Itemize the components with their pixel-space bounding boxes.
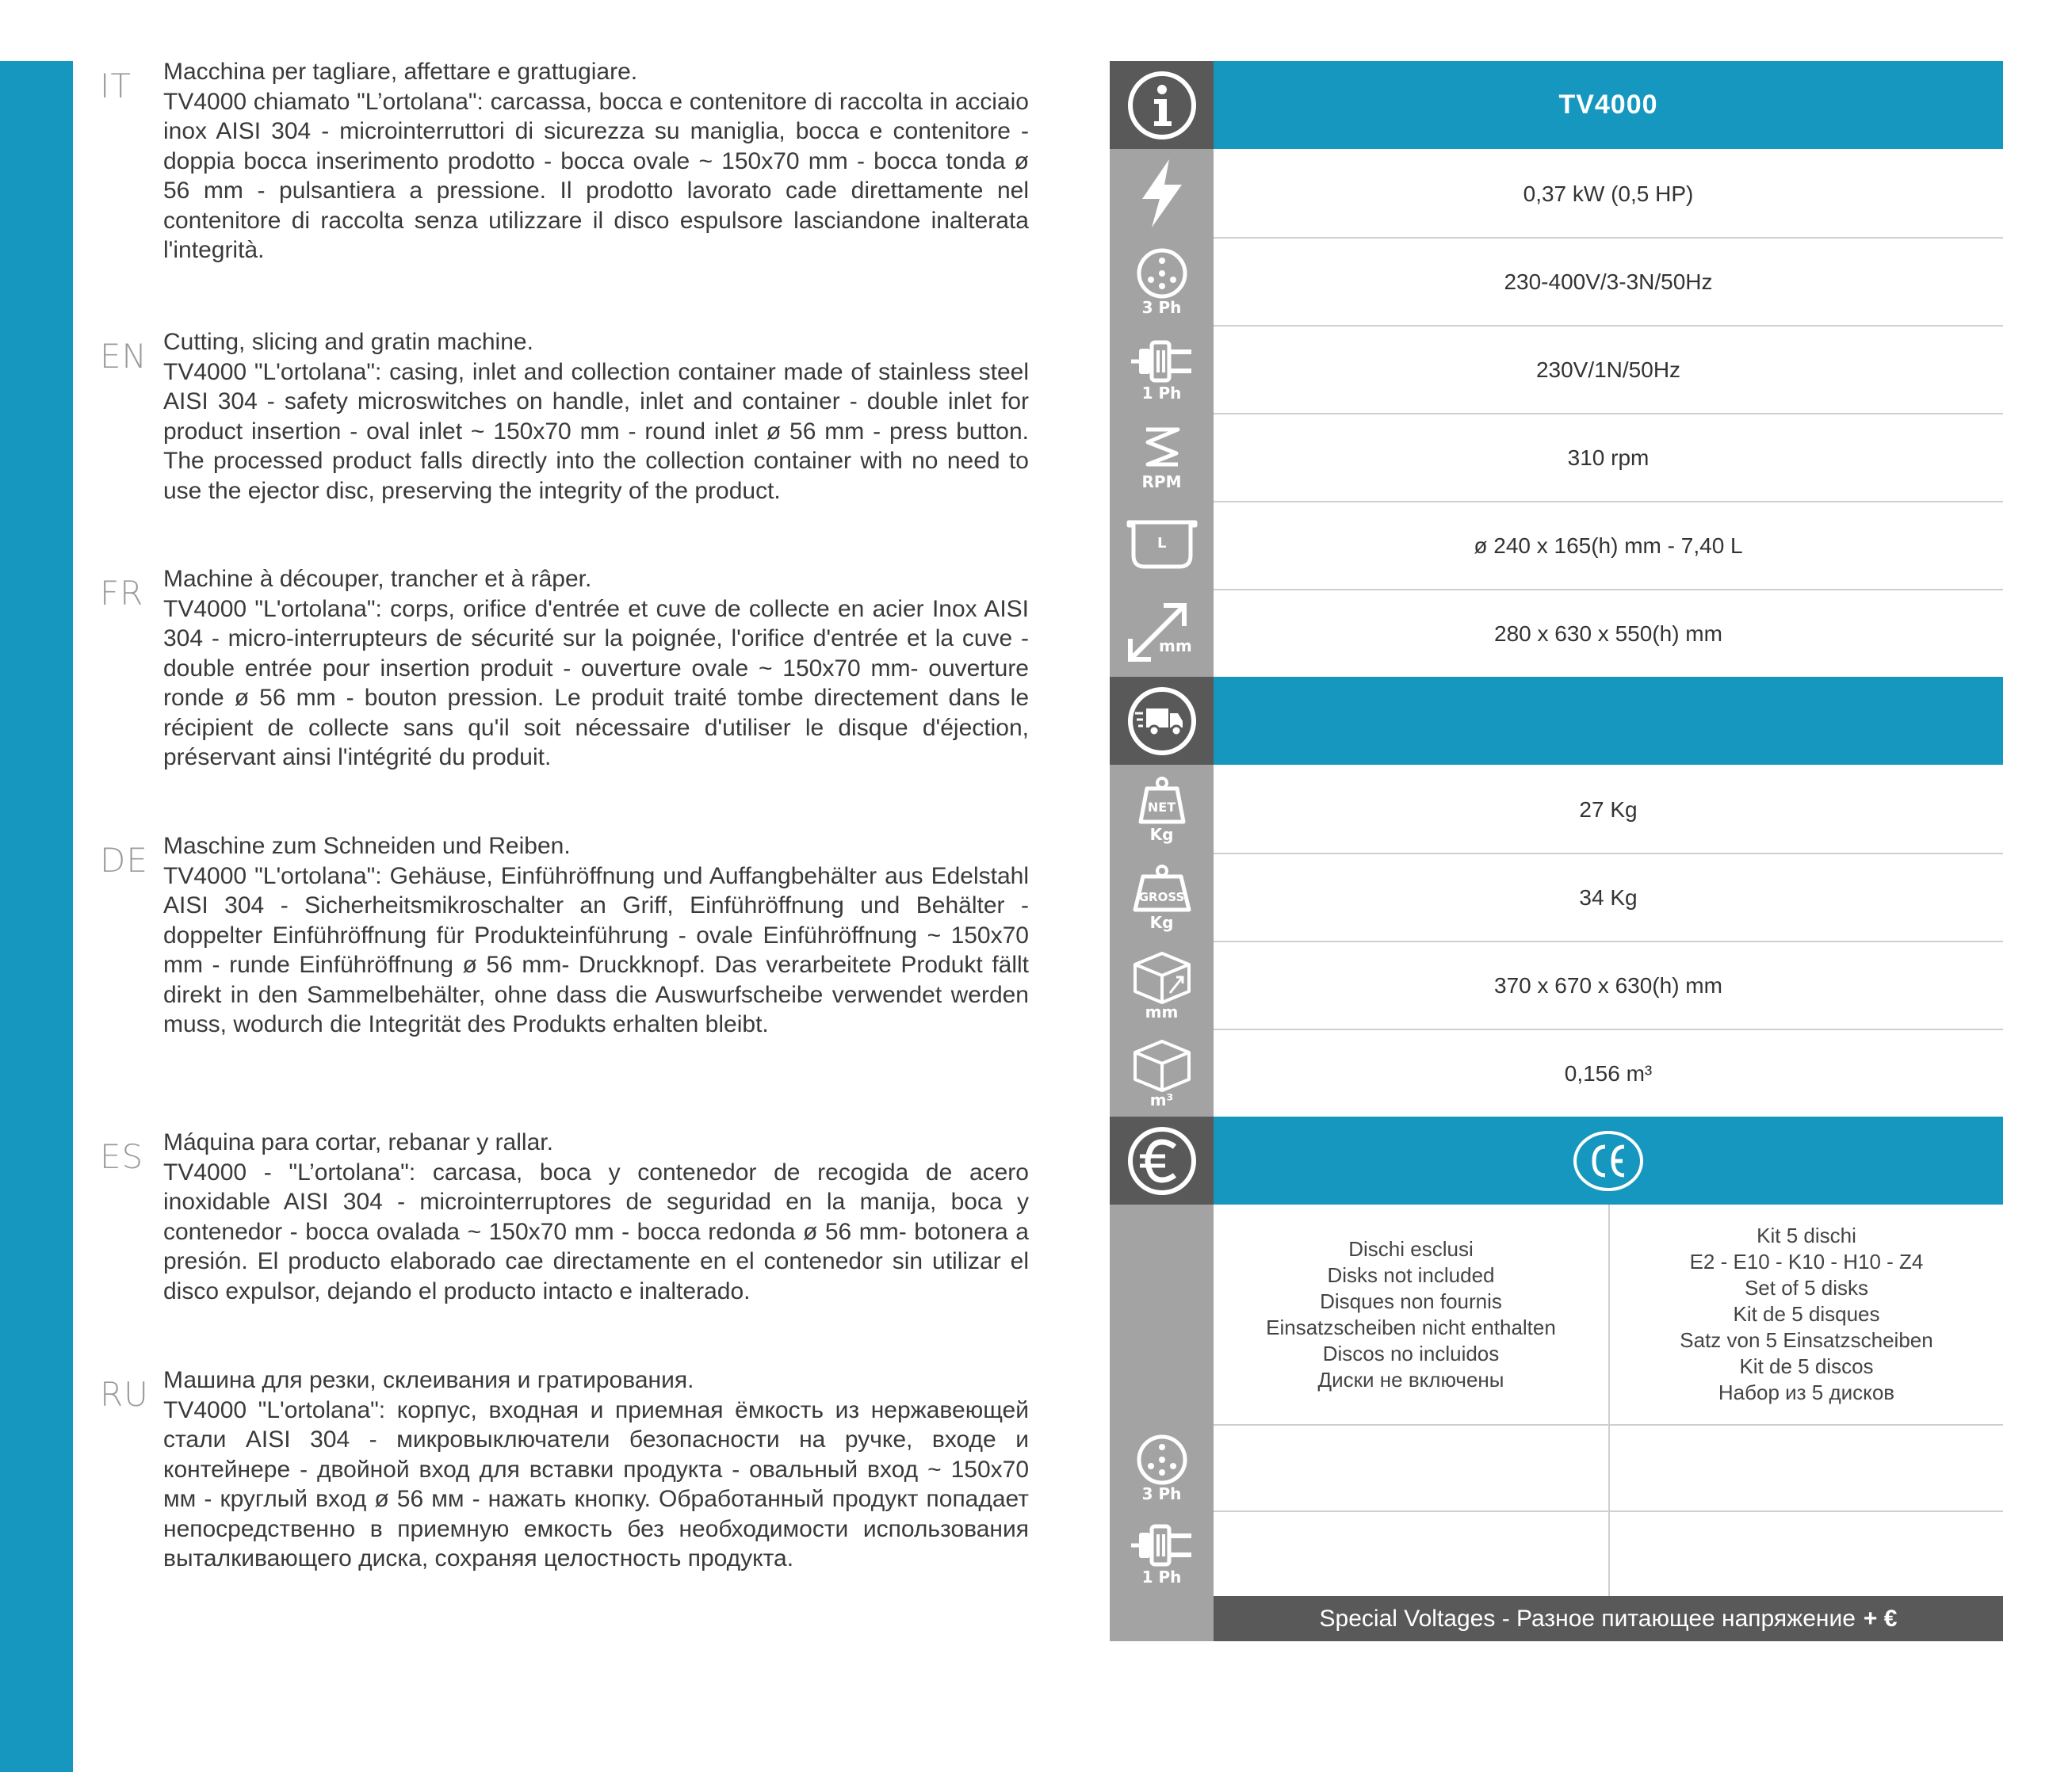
lang-text [163, 1128, 1029, 1306]
box-volume-icon [1110, 1029, 1214, 1117]
discs-kit-line: Set of 5 disks [1744, 1276, 1869, 1300]
lang-body: TV4000 - "L’ortolana": carcasa, boca y contenedor de recogida de acero inoxidable AISI 304 - microinterruptores de seguridad en la manija, boca y contenedor - bocca ovalada ~ 150x70 mm - bocca redonda ø 56 mm- botonera a presión. El producto elaborado cae directamente en el contenedor sin utilizar el disco expulsor, dejando el producto intacto e inalterado. [163, 1159, 1029, 1304]
lang-text [163, 831, 1029, 1040]
row-divider [1214, 1510, 2003, 1512]
ce-mark-icon [1572, 1129, 1645, 1193]
lang-title: Maschine zum Schneiden und Reiben. [163, 833, 571, 859]
discs-excluded-line: Диски не включены [1317, 1367, 1504, 1392]
model-name: TV4000 [1214, 61, 2003, 149]
package-volume-value: 0,156 m³ [1214, 1030, 2003, 1117]
left-accent-bar [0, 61, 73, 1772]
net-caption: NET [1147, 800, 1176, 815]
lang-text [163, 1365, 1029, 1574]
footer-text: Special Voltages - Разное питающее напряжение [1319, 1605, 1856, 1632]
footer-suffix: + € [1863, 1605, 1898, 1632]
truck-icon [1110, 677, 1214, 765]
voltage-3ph-value: 230-400V/3-3N/50Hz [1214, 239, 2003, 325]
discs-kit-line: Набор из 5 дисков [1718, 1381, 1895, 1404]
lang-text [163, 564, 1029, 773]
voltage-1ph-value: 230V/1N/50Hz [1214, 327, 2003, 413]
info-icon [1110, 61, 1214, 149]
discs-kit-line: Kit 5 dischi [1757, 1224, 1856, 1247]
shipping-header [1214, 677, 2003, 765]
three-phase-plug-icon [1110, 1424, 1214, 1510]
lang-text [163, 327, 1029, 506]
discs-excluded [1214, 1205, 1608, 1424]
box-dimensions-icon [1110, 941, 1214, 1029]
gross-caption: GROSS [1138, 890, 1185, 904]
lang-body: TV4000 "L'ortolana": корпус, входная и приемная ёмкость из нержавеющей стали AISI 304 - микровыключатели безопасности на ручке, входе и контейнере - двойной вход для вставки продукта - овальный вход ~ 150x70 мм - круглый вход ø 56 мм - нажать кнопку. Обработанный продукт попадает непосредственно в приемную емкость без необходимости использования выталкивающего диска, сохраняя целостность продукта. [163, 1396, 1029, 1572]
gross-weight-icon [1110, 853, 1214, 941]
single-phase-caption: 1 Ph [1141, 1568, 1182, 1587]
lang-code: IT [100, 67, 132, 105]
lang-title: Máquina para cortar, rebanar y rallar. [163, 1129, 553, 1155]
diagonal-arrow-icon [1110, 589, 1214, 677]
discs-excluded-line: Einsatzscheiben nicht enthalten [1266, 1315, 1556, 1339]
lang-title: Машина для резки, склеивания и гратирования. [163, 1367, 694, 1393]
single-phase-caption: 1 Ph [1141, 383, 1182, 403]
spec-table [1110, 61, 2003, 1641]
three-phase-caption: 3 Ph [1141, 297, 1182, 317]
gross-weight-value: 34 Kg [1214, 854, 2003, 941]
lang-body: TV4000 "L'ortolana": Gehäuse, Einführöffnung und Auffangbehälter aus Edelstahl AISI 304 - Sicherheitsmikroschalter an Griff, Einführöffnung und Behälter - doppelter Einführöffnung für Produkteinführung - ovale Einführöffnung ~ 150x70 mm - runde Einführöffnung ø 56 mm- Druckknopf. Das verarbeitete Produkt fällt direkt in den Sammelbehälter, ohne dass die Auswurfscheibe verwendet werden muss, wodurch die Integrität des Produkts erhalten bleibt. [163, 862, 1029, 1037]
mm-caption: mm [1145, 1002, 1179, 1022]
lang-body: TV4000 "L'ortolana": casing, inlet and collection container made of stainless steel AISI 304 - safety microswitches on handle, inlet and container - double inlet for product insertion - oval inlet ~ 150x70 mm - round inlet ø 56 mm - press button. The processed product falls directly into the collection container with no need to use the ejector disc, preserving the integrity of the product. [163, 358, 1029, 504]
discs-kit-line: Kit de 5 disques [1733, 1302, 1880, 1326]
lang-code: FR [100, 574, 144, 613]
euro-icon [1110, 1117, 1214, 1205]
three-phase-plug-icon [1110, 237, 1214, 325]
dimensions-value: 280 x 630 x 550(h) mm [1214, 590, 2003, 677]
lang-code: ES [100, 1137, 144, 1176]
lang-title: Cutting, slicing and gratin machine. [163, 329, 533, 355]
ce-header [1214, 1117, 2003, 1205]
discs-icon-cell [1110, 1205, 1214, 1424]
spring-rpm-icon [1110, 413, 1214, 501]
kg-caption: Kg [1149, 912, 1174, 932]
kg-caption: Kg [1149, 824, 1174, 844]
lang-body: TV4000 "L'ortolana": corps, orifice d'entrée et cuve de collecte en acier Inox AISI 304 - micro-interrupteurs de sécurité sur la poignée, l'orifice d'entrée et la cuve - double entrée pour insertion produit - ouverture ovale ~ 150x70 mm- ouverture ronde ø 56 mm - bouton pression. Le produit traité tombe directement dans le récipient de collecte sans qu'il soit nécessaire d'utiliser le disque d'éjection, préservant ainsi l'intégrité du produit. [163, 595, 1029, 770]
discs-kit [1610, 1205, 2003, 1424]
discs-excluded-line: Dischi esclusi [1348, 1236, 1474, 1261]
single-phase-plug-icon [1110, 1510, 1214, 1596]
m3-caption: m³ [1149, 1090, 1174, 1109]
net-weight-value: 27 Kg [1214, 766, 2003, 853]
special-voltages-footer [1214, 1596, 2003, 1641]
column-divider [1608, 1205, 1610, 1596]
lang-body: TV4000 chiamato "L’ortolana": carcassa, bocca e contenitore di raccolta in acciaio inox AISI 304 - microinterruttori di sicurezza su maniglia, bocca e contenitore - doppia bocca inserimento prodotto - bocca ovale ~ 150x70 mm - bocca tonda ø 56 mm - pulsantiera a pressione. Il prodotto lavorato cade direttamente nel contenitore di raccolta senza utilizzare il disco espulsore lasciandone inalterata l'integrità. [163, 88, 1029, 263]
discs-excluded-line: Disks not included [1327, 1262, 1495, 1287]
footer-icon-cell [1110, 1596, 1214, 1641]
three-phase-caption: 3 Ph [1141, 1484, 1182, 1503]
discs-kit-line: Satz von 5 Einsatzscheiben [1680, 1328, 1933, 1352]
rpm-caption: RPM [1141, 472, 1182, 491]
lang-title: Macchina per tagliare, affettare e grattugiare. [163, 59, 638, 85]
package-dimensions-value: 370 x 670 x 630(h) mm [1214, 942, 2003, 1029]
lang-title: Machine à découper, trancher et à râper. [163, 566, 592, 592]
lang-code: RU [100, 1375, 149, 1414]
row-divider [1214, 1424, 2003, 1426]
container-value: ø 240 x 165(h) mm - 7,40 L [1214, 502, 2003, 589]
discs-kit-line: E2 - E10 - K10 - H10 - Z4 [1689, 1250, 1924, 1274]
container-litre-icon [1110, 501, 1214, 589]
lang-text [163, 57, 1029, 265]
lang-code: EN [100, 337, 147, 376]
lang-code: DE [100, 841, 148, 880]
discs-excluded-line: Disques non fournis [1320, 1289, 1502, 1313]
mm-caption: mm [1159, 636, 1192, 655]
power-value: 0,37 kW (0,5 HP) [1214, 151, 2003, 237]
litre-caption: L [1157, 535, 1167, 552]
net-weight-icon [1110, 765, 1214, 853]
lightning-icon [1110, 149, 1214, 237]
speed-value: 310 rpm [1214, 414, 2003, 501]
single-phase-plug-icon [1110, 325, 1214, 413]
discs-excluded-line: Discos no incluidos [1322, 1341, 1500, 1365]
discs-kit-line: Kit de 5 discos [1739, 1354, 1874, 1378]
